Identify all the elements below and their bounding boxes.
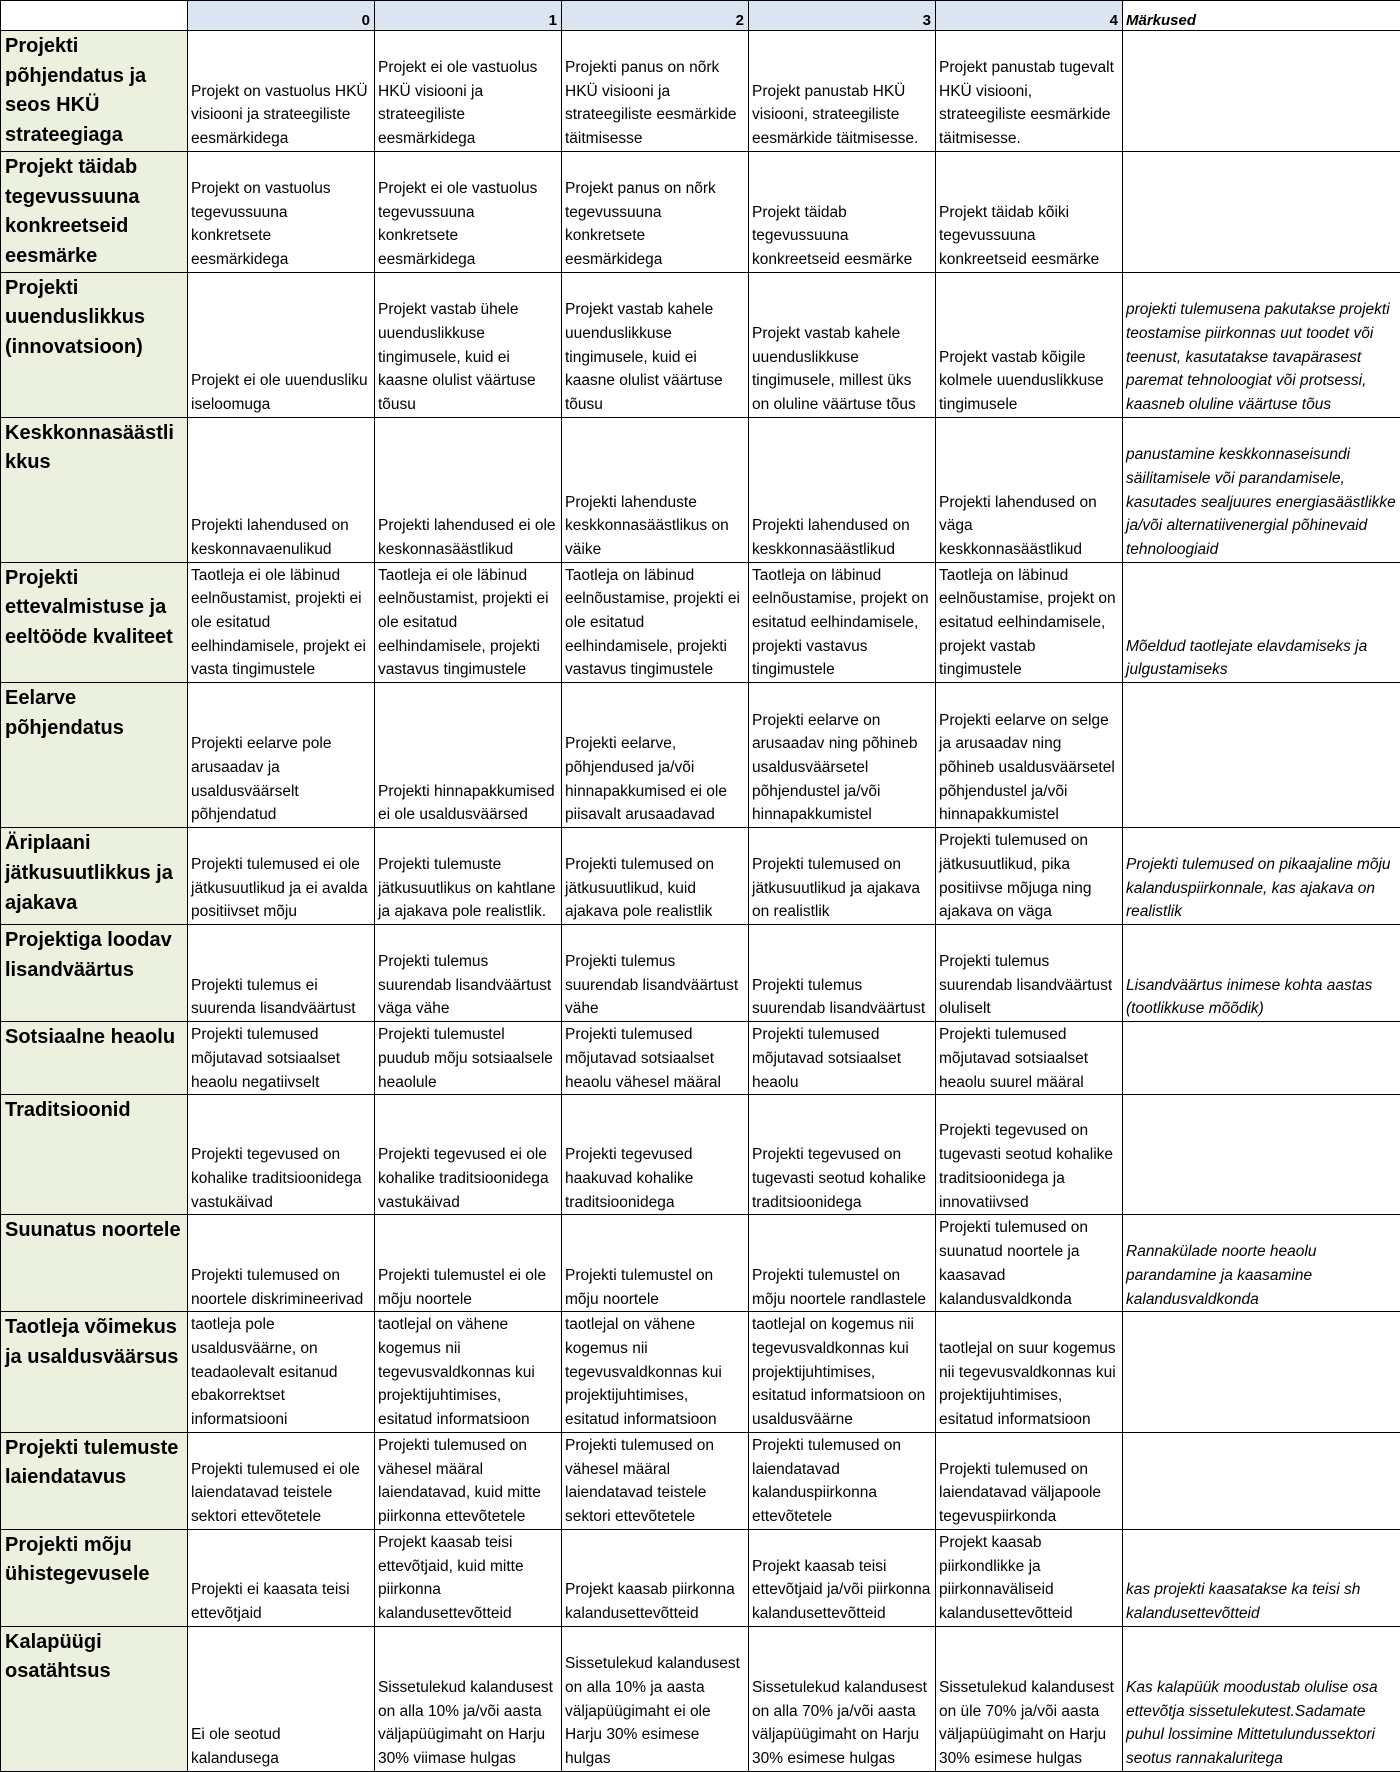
score-4-cell[interactable]: Projekt panustab tugevalt HKÜ visiooni, strateegiliste eesmärkide täitmisesse.	[936, 31, 1123, 152]
score-3-cell[interactable]: Projekti tegevused on tugevasti seotud kohalike traditsioonidega	[749, 1095, 936, 1215]
score-3-cell[interactable]: Projekti tulemused on jätkusuutlikud ja ajakava on realistlik	[749, 828, 936, 925]
table-row	[1, 272, 1400, 417]
score-2-cell[interactable]: Projekt kaasab piirkonna kalandusettevõtteid	[562, 1529, 749, 1626]
score-2-cell[interactable]: Sissetulekud kalandusest on alla 10% ja aasta väljapüügimaht ei ole Harju 30% esimese hulgas	[562, 1626, 749, 1771]
table-row	[1, 562, 1400, 683]
score-2-cell[interactable]: Projekti panus on nõrk HKÜ visiooni ja strateegiliste eesmärkide täitmisesse	[562, 31, 749, 152]
score-2-cell[interactable]: Projekti eelarve, põhjendused ja/või hinnapakkumised ei ole piisavalt arusaadavad	[562, 683, 749, 828]
score-3-cell[interactable]: Projekti tulemused on laiendatavad kalanduspiirkonna ettevõtetele	[749, 1432, 936, 1529]
score-3-cell[interactable]: Projekt täidab tegevussuuna konkreetseid eesmärke	[749, 151, 936, 272]
score-4-cell[interactable]: Projekt vastab kõigile kolmele uuenduslikkuse tingimusele	[936, 272, 1123, 417]
score-1-cell[interactable]: Taotleja ei ole läbinud eelnõustamist, projekti ei ole esitatud eelhindamisele, projekti vastavus tingimustele	[375, 562, 562, 683]
score-0-cell[interactable]: Projekti tulemused mõjutavad sotsiaalset heaolu negatiivselt	[188, 1022, 375, 1095]
table-row	[1, 1215, 1400, 1312]
score-4-cell[interactable]: Projekti tulemused on suunatud noortele ja kaasavad kalandusvaldkonda	[936, 1215, 1123, 1312]
score-0-cell[interactable]: Projekti tulemused ei ole jätkusuutlikud ja ei avalda positiivset mõju	[188, 828, 375, 925]
score-3-cell[interactable]: Projekti eelarve on arusaadav ning põhineb usaldusväärsetel põhjendustel ja/või hinnapakkumistel	[749, 683, 936, 828]
score-1-cell[interactable]: Projekti tulemus suurendab lisandväärtust väga vähe	[375, 925, 562, 1022]
score-4-cell[interactable]: Projekti lahendused on väga keskkonnasäästlikud	[936, 417, 1123, 562]
table-row	[1, 828, 1400, 925]
criterion-cell[interactable]: Projekti põhjendatus ja seos HKÜ strateegiaga	[1, 31, 188, 152]
score-4-cell[interactable]: taotlejal on suur kogemus nii tegevusvaldkonnas kui projektijuhtimises, esitatud informatsioon	[936, 1312, 1123, 1433]
notes-cell[interactable]: Mõeldud taotlejate elavdamiseks ja julgustamiseks	[1123, 562, 1400, 683]
score-3-cell[interactable]: Projekti tulemus suurendab lisandväärtust	[749, 925, 936, 1022]
notes-cell[interactable]	[1123, 1022, 1400, 1095]
score-0-cell[interactable]: Projekti tulemused on noortele diskrimineerivad	[188, 1215, 375, 1312]
score-2-cell[interactable]: Projekti tulemused on jätkusuutlikud, kuid ajakava pole realistlik	[562, 828, 749, 925]
score-1-cell[interactable]: Projekti tegevused ei ole kohalike traditsioonidega vastukäivad	[375, 1095, 562, 1215]
score-4-cell[interactable]: Projekt täidab kõiki tegevussuuna konkreetseid eesmärke	[936, 151, 1123, 272]
criterion-cell[interactable]: Projekti mõju ühistegevusele	[1, 1529, 188, 1626]
score-3-cell[interactable]: Projekti tulemustel on mõju noortele randlastele	[749, 1215, 936, 1312]
table-row	[1, 683, 1400, 828]
score-3-cell[interactable]: Taotleja on läbinud eelnõustamise, projekt on esitatud eelhindamisele, projekti vastavus tingimustele	[749, 562, 936, 683]
score-4-cell[interactable]: Projekti tulemused mõjutavad sotsiaalset heaolu suurel määral	[936, 1022, 1123, 1095]
score-1-cell[interactable]: Projekti lahendused ei ole keskonnasäästlikud	[375, 417, 562, 562]
criterion-cell[interactable]: Kalapüügi osatähtsus	[1, 1626, 188, 1771]
notes-cell[interactable]	[1123, 1312, 1400, 1433]
score-0-cell[interactable]: Projekti eelarve pole arusaadav ja usaldusväärselt põhjendatud	[188, 683, 375, 828]
notes-cell[interactable]: Lisandväärtus inimese kohta aastas (tootlikkuse mõõdik)	[1123, 925, 1400, 1022]
score-0-cell[interactable]: Ei ole seotud kalandusega	[188, 1626, 375, 1771]
score-0-cell[interactable]: Projekt ei ole uuendusliku iseloomuga	[188, 272, 375, 417]
score-2-cell[interactable]: Projekti tulemused mõjutavad sotsiaalset heaolu vähesel määral	[562, 1022, 749, 1095]
score-4-cell[interactable]: Projekti tulemused on laiendatavad väljapoole tegevuspiirkonda	[936, 1432, 1123, 1529]
score-3-cell[interactable]: Projekti lahendused on keskkonnasäästlikud	[749, 417, 936, 562]
criterion-cell[interactable]: Eelarve põhjendatus	[1, 683, 188, 828]
notes-cell[interactable]: Projekti tulemused on pikaajaline mõju kalanduspiirkonnale, kas ajakava on realistlik	[1123, 828, 1400, 925]
score-0-cell[interactable]: taotleja pole usaldusväärne, on teadaolevalt esitanud ebakorrektset informatsiooni	[188, 1312, 375, 1433]
score-3-cell[interactable]: taotlejal on kogemus nii tegevusvaldkonnas kui projektijuhtimises, esitatud informatsioon on usaldusväärne	[749, 1312, 936, 1433]
score-1-cell[interactable]: Projekti tulemustel ei ole mõju noortele	[375, 1215, 562, 1312]
score-1-cell[interactable]: Projekt ei ole vastuolus HKÜ visiooni ja strateegiliste eesmärkidega	[375, 31, 562, 152]
table-row	[1, 1529, 1400, 1626]
table-row	[1, 1022, 1400, 1095]
score-header-1[interactable]: 1	[375, 1, 562, 31]
score-1-cell[interactable]: Projekt ei ole vastuolus tegevussuuna konkretsete eesmärkidega	[375, 151, 562, 272]
score-1-cell[interactable]: Projekt kaasab teisi ettevõtjaid, kuid mitte piirkonna kalandusettevõtteid	[375, 1529, 562, 1626]
score-0-cell[interactable]: Projekti tegevused on kohalike traditsioonidega vastukäivad	[188, 1095, 375, 1215]
score-0-cell[interactable]: Projekt on vastuolus tegevussuuna konkretsete eesmärkidega	[188, 151, 375, 272]
score-header-3[interactable]: 3	[749, 1, 936, 31]
notes-cell[interactable]: Rannakülade noorte heaolu parandamine ja kaasamine kalandusvaldkonda	[1123, 1215, 1400, 1312]
score-0-cell[interactable]: Projekti lahendused on keskonnavaenulikud	[188, 417, 375, 562]
notes-cell[interactable]	[1123, 1095, 1400, 1215]
score-4-cell[interactable]: Sissetulekud kalandusest on üle 70% ja/või aasta väljapüügimaht on Harju 30% esimese hulgas	[936, 1626, 1123, 1771]
score-2-cell[interactable]: Projekt panus on nõrk tegevussuuna konkretsete eesmärkidega	[562, 151, 749, 272]
score-4-cell[interactable]: Projekti tulemus suurendab lisandväärtust oluliselt	[936, 925, 1123, 1022]
criterion-cell[interactable]: Projektiga loodav lisandväärtus	[1, 925, 188, 1022]
table-row	[1, 1312, 1400, 1433]
notes-cell[interactable]	[1123, 1432, 1400, 1529]
criterion-cell[interactable]: Projekti tulemuste laiendatavus	[1, 1432, 188, 1529]
score-2-cell[interactable]: Projekti tegevused haakuvad kohalike traditsioonidega	[562, 1095, 749, 1215]
notes-cell[interactable]	[1123, 683, 1400, 828]
score-1-cell[interactable]: Projekti tulemused on vähesel määral laiendatavad, kuid mitte piirkonna ettevõtetele	[375, 1432, 562, 1529]
criterion-cell[interactable]: Taotleja võimekus ja usaldusväärsus	[1, 1312, 188, 1433]
table-row	[1, 417, 1400, 562]
notes-cell[interactable]: projekti tulemusena pakutakse projekti teostamise piirkonnas uut toodet või teenust, kasutatakse tavapärasest paremat tehnoloogiat või protsessi, kaasneb oluline väärtuse tõus	[1123, 272, 1400, 417]
notes-cell[interactable]: kas projekti kaasatakse ka teisi sh kalandusettevõtteid	[1123, 1529, 1400, 1626]
score-1-cell[interactable]: Projekti tulemuste jätkusuutlikus on kahtlane ja ajakava pole realistlik.	[375, 828, 562, 925]
table-row	[1, 151, 1400, 272]
score-2-cell[interactable]: Projekti tulemused on vähesel määral laiendatavad teistele sektori ettevõtetele	[562, 1432, 749, 1529]
criterion-cell[interactable]: Traditsioonid	[1, 1095, 188, 1215]
notes-cell[interactable]	[1123, 151, 1400, 272]
score-2-cell[interactable]: Projekt vastab kahele uuenduslikkuse tingimusele, kuid ei kaasne olulist väärtuse tõusu	[562, 272, 749, 417]
notes-cell[interactable]: Kas kalapüük moodustab olulise osa ettevõtja sissetulekutest.Sadamate puhul lossimine Mittetulundussektori seotus rannakaluritega	[1123, 1626, 1400, 1771]
score-2-cell[interactable]: Taotleja on läbinud eelnõustamise, projekti ei ole esitatud eelhindamisele, projekti vastavus tingimustele	[562, 562, 749, 683]
score-0-cell[interactable]: Projekti ei kaasata teisi ettevõtjaid	[188, 1529, 375, 1626]
criterion-cell[interactable]: Suunatus noortele	[1, 1215, 188, 1312]
score-1-cell[interactable]: Projekt vastab ühele uuenduslikkuse tingimusele, kuid ei kaasne olulist väärtuse tõusu	[375, 272, 562, 417]
criterion-cell[interactable]: Projekti ettevalmistuse ja eeltööde kvaliteet	[1, 562, 188, 683]
notes-cell[interactable]: panustamine keskkonnaseisundi säilitamisele või parandamisele, kasutades sealjuures energiasäästlikke ja/või alternatiivenergial põhinevaid tehnoloogiaid	[1123, 417, 1400, 562]
corner-cell[interactable]	[1, 1, 188, 31]
score-3-cell[interactable]: Projekti tulemused mõjutavad sotsiaalset heaolu	[749, 1022, 936, 1095]
criterion-cell[interactable]: Projekt täidab tegevussuuna konkreetseid eesmärke	[1, 151, 188, 272]
notes-header[interactable]: Märkused	[1123, 1, 1400, 31]
score-1-cell[interactable]: Projekti tulemustel puudub mõju sotsiaalsele heaolule	[375, 1022, 562, 1095]
score-header-4[interactable]: 4	[936, 1, 1123, 31]
score-0-cell[interactable]: Projekt on vastuolus HKÜ visiooni ja strateegiliste eesmärkidega	[188, 31, 375, 152]
score-4-cell[interactable]: Projekti tulemused on jätkusuutlikud, pika positiivse mõjuga ning ajakava on väga	[936, 828, 1123, 925]
header-row	[1, 1, 1400, 31]
score-header-0[interactable]: 0	[188, 1, 375, 31]
criterion-cell[interactable]: Sotsiaalne heaolu	[1, 1022, 188, 1095]
score-2-cell[interactable]: Projekti lahenduste keskkonnasäästlikus on väike	[562, 417, 749, 562]
score-1-cell[interactable]: Sissetulekud kalandusest on alla 10% ja/või aasta väljapüügimaht on Harju 30% viimase hulgas	[375, 1626, 562, 1771]
criterion-cell[interactable]: Keskkonnasäästlikkus	[1, 417, 188, 562]
score-4-cell[interactable]: Taotleja on läbinud eelnõustamise, projekt on esitatud eelhindamisele, projekt vastab tingimustele	[936, 562, 1123, 683]
score-3-cell[interactable]: Sissetulekud kalandusest on alla 70% ja/või aasta väljapüügimaht on Harju 30% esimese hulgas	[749, 1626, 936, 1771]
table-row	[1, 1095, 1400, 1215]
criterion-cell[interactable]: Äriplaani jätkusuutlikkus ja ajakava	[1, 828, 188, 925]
score-0-cell[interactable]: Taotleja ei ole läbinud eelnõustamist, projekti ei ole esitatud eelhindamisele, projekt ei vasta tingimustele	[188, 562, 375, 683]
table-row	[1, 31, 1400, 152]
table-row	[1, 1432, 1400, 1529]
score-2-cell[interactable]: taotlejal on vähene kogemus nii tegevusvaldkonnas kui projektijuhtimises, esitatud informatsioon	[562, 1312, 749, 1433]
score-0-cell[interactable]: Projekti tulemus ei suurenda lisandväärtust	[188, 925, 375, 1022]
criterion-cell[interactable]: Projekti uuenduslikkus (innovatsioon)	[1, 272, 188, 417]
score-4-cell[interactable]: Projekti eelarve on selge ja arusaadav ning põhineb usaldusväärsetel põhjendustel ja/või hinnapakkumistel	[936, 683, 1123, 828]
score-3-cell[interactable]: Projekt kaasab teisi ettevõtjaid ja/või piirkonna kalandusettevõtteid	[749, 1529, 936, 1626]
score-header-2[interactable]: 2	[562, 1, 749, 31]
score-1-cell[interactable]: taotlejal on vähene kogemus nii tegevusvaldkonnas kui projektijuhtimises, esitatud informatsioon	[375, 1312, 562, 1433]
score-0-cell[interactable]: Projekti tulemused ei ole laiendatavad teistele sektori ettevõtetele	[188, 1432, 375, 1529]
table-row	[1, 925, 1400, 1022]
score-2-cell[interactable]: Projekti tulemustel on mõju noortele	[562, 1215, 749, 1312]
score-3-cell[interactable]: Projekt vastab kahele uuenduslikkuse tingimusele, millest üks on oluline väärtuse tõus	[749, 272, 936, 417]
score-2-cell[interactable]: Projekti tulemus suurendab lisandväärtust vähe	[562, 925, 749, 1022]
score-4-cell[interactable]: Projekti tegevused on tugevasti seotud kohalike traditsioonidega ja innovatiivsed	[936, 1095, 1123, 1215]
score-4-cell[interactable]: Projekt kaasab piirkondlikke ja piirkonnaväliseid kalandusettevõtteid	[936, 1529, 1123, 1626]
notes-cell[interactable]	[1123, 31, 1400, 152]
table-row	[1, 1626, 1400, 1771]
score-1-cell[interactable]: Projekti hinnapakkumised ei ole usaldusväärsed	[375, 683, 562, 828]
score-3-cell[interactable]: Projekt panustab HKÜ visiooni, strateegiliste eesmärkide täitmisesse.	[749, 31, 936, 152]
